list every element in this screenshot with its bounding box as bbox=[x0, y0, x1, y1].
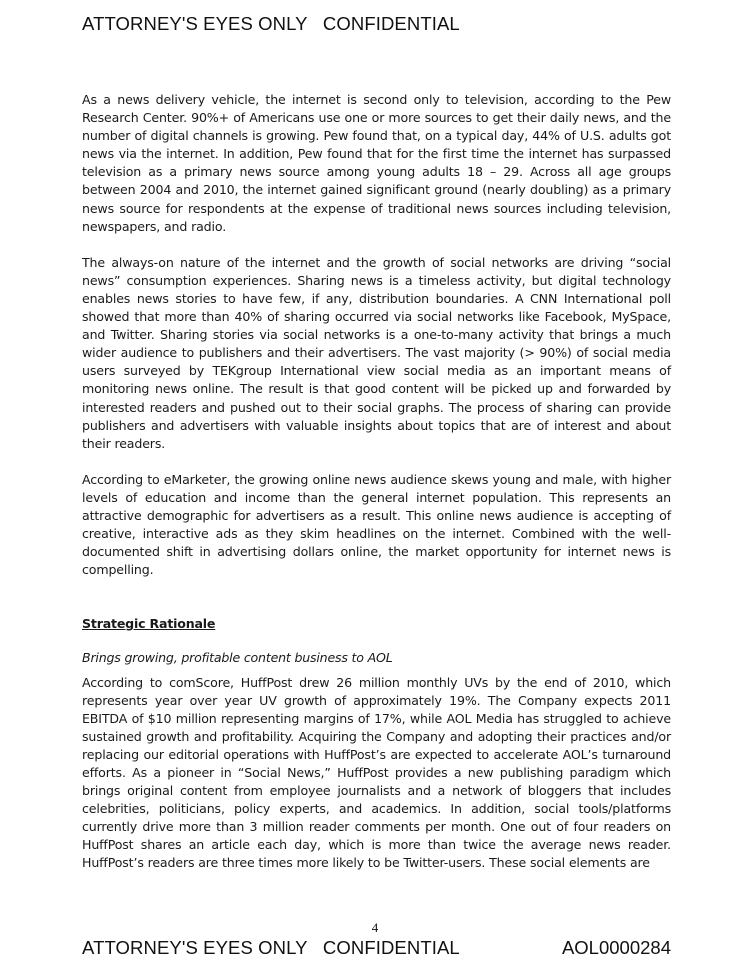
section-heading: Strategic Rationale bbox=[82, 616, 216, 632]
subheading: Brings growing, profitable content business to AOL bbox=[82, 650, 393, 666]
paragraph-audience-demographics: According to eMarketer, the growing online news audience skews young and male, with higher levels of education and income than the general internet population. This represents an attractive demographic for advertisers as a result. This online news audience is accepting of creative, interactive ads as they skim headlines on the internet. Combined with the well-documented shift in advertising dollars online, the market opportunity for internet news is compelling. bbox=[82, 471, 671, 578]
paragraph-comscore: According to comScore, HuffPost drew 26 million monthly UVs by the end of 2010, which represents year over year UV growth of approximately 19%. The Company expects 2011 EBITDA of $10 million representing margins of 17%, while AOL Media has struggled to achieve sustained growth and profitability. Acquiring the Company and adopting their practices and/or replacing our editorial operations with HuffPost’s are expected to accelerate AOL’s turnaround efforts. As a pioneer in “Social News,” HuffPost provides a new publishing paradigm which brings original content from employee journalists and a network of bloggers that includes celebrities, politicians, policy experts, and academics. In addition, social tools/platforms currently drive more than 3 million reader comments per month. One out of four readers on HuffPost shares an article each day, which is more than twice the average news reader. HuffPost’s readers are three times more likely to be Twitter-users. These social elements are bbox=[82, 674, 671, 871]
confidentiality-footer: ATTORNEY'S EYES ONLY CONFIDENTIAL bbox=[82, 937, 460, 958]
bates-number: AOL0000284 bbox=[561, 937, 671, 958]
page-number: 4 bbox=[371, 920, 379, 935]
paragraph-news-delivery: As a news delivery vehicle, the internet is second only to television, according to the Pew Research Center. 90%+ of Americans use one or more sources to get their daily news, and the number of digital channels is growing. Pew found that, on a typical day, 44% of U.S. adults got news via the internet. In addition, Pew found that for the first time the internet has surpassed television as a primary news source among young adults 18 – 29. Across all age groups between 2004 and 2010, the internet gained significant ground (nearly doubling) as a primary news source for respondents at the expense of traditional news sources including television, newspapers, and radio. bbox=[82, 92, 671, 234]
paragraph-social-news: The always-on nature of the internet and the growth of social networks are driving “social news” consumption experiences. Sharing news is a timeless activity, but digital technology enables news stories to have few, if any, distribution boundaries. A CNN International poll showed that more than 40% of sharing occurred via social networks like Facebook, MySpace, and Twitter. Sharing stories via social networks is a one-to-many activity that brings a much wider audience to publishers and their advertisers. The vast majority (> 90%) of social media users surveyed by TEKgroup International view social media as an important means of monitoring news online. The result is that good content will be picked up and forwarded by interested readers and pushed out to their social graphs. The process of sharing can provide publishers and advertisers with valuable insights about topics that are of interest and about their readers. bbox=[82, 254, 671, 451]
document-body bbox=[82, 91, 671, 891]
confidentiality-header: ATTORNEY'S EYES ONLY CONFIDENTIAL bbox=[82, 13, 460, 34]
